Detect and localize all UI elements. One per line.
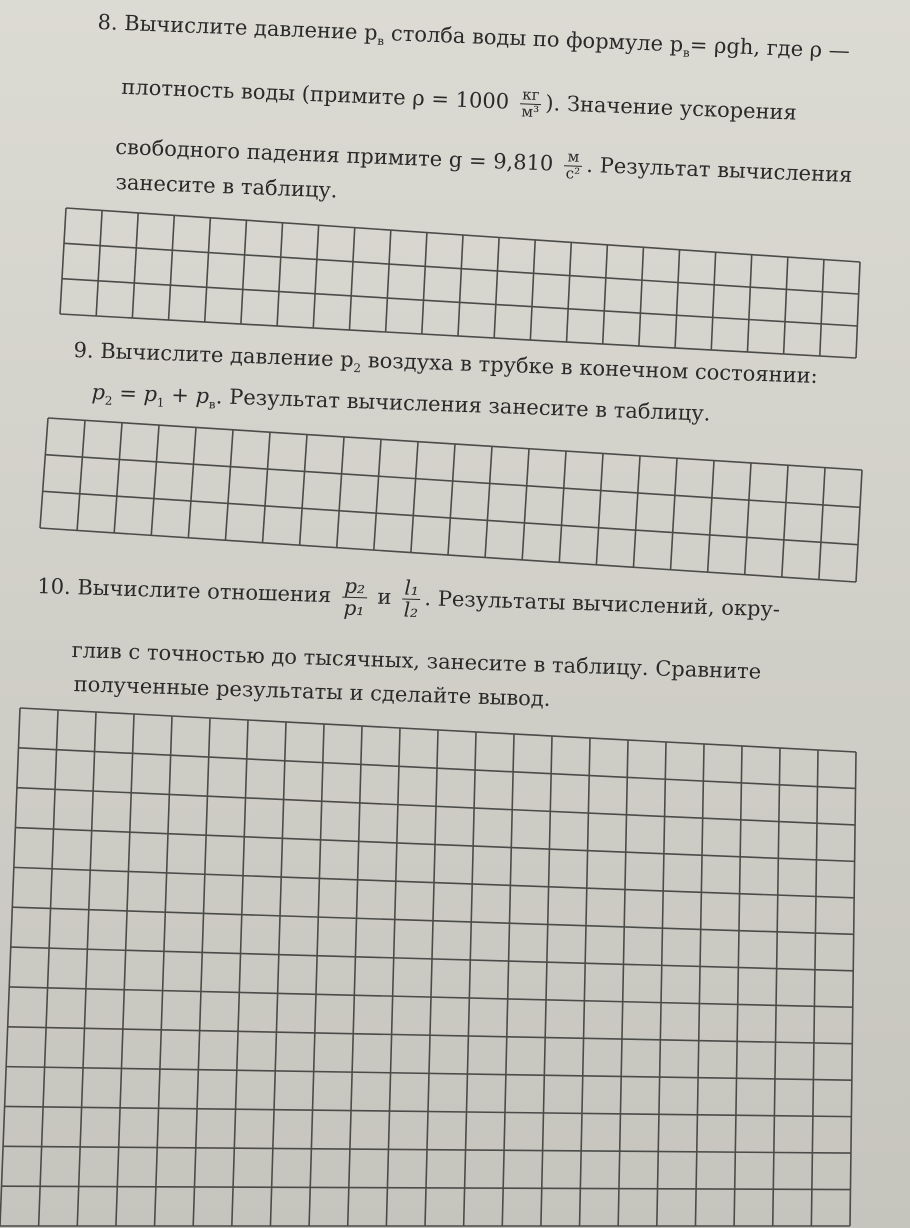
grid-10-vline (657, 742, 666, 1226)
grid-10-vline (232, 720, 248, 1226)
problem-10-line-2: глив с точностью до тысячных, занесите в таблицу. Сравните (71, 638, 762, 684)
grid-10-vline (464, 732, 476, 1226)
grid-10-vline (580, 738, 590, 1226)
problem-8-line-3: свободного падения примите g = 9,810 $\frac{м}{\text{с²}}$ . Результат вычисления (114, 134, 853, 188)
grid-10-vline (618, 740, 628, 1226)
problem-8-line-1: 8. Вычислите давление $p_в$ столба воды по формуле $p_в= \rho gh$, где ρ — (97, 10, 851, 63)
grid-10-vline (348, 726, 362, 1226)
length-ratio-fraction: $\frac{\text{l₁}}{\text{l₂}}$ (403, 575, 420, 622)
grid-10-vline (39, 710, 58, 1226)
pressure-ratio-fraction: $\frac{\text{p₂}}{\text{p₁}}$ (343, 573, 366, 621)
grid-10-vline (155, 716, 172, 1226)
problem-10-line-1: 10. Вычислите отношения $\frac{\text{p₂}}{\text{p₁}}$ и $\frac{\text{l₁}}{\text{l₂}}$ . Результаты вычислений, окру- (36, 573, 781, 622)
problem-9-line-2: $p_2 = p_1 + p_в$. Результат вычисления занесите в таблицу. (91, 380, 711, 426)
grid-10-vline (77, 712, 96, 1226)
grid-10-vline (270, 722, 286, 1226)
grid-10-vline (425, 730, 438, 1226)
problem-10-line-3: полученные результаты и сделайте вывод. (73, 672, 551, 711)
grid-10-vline (541, 736, 552, 1226)
problem-8-line-4: занесите в таблицу. (115, 170, 338, 203)
grid-10-vline (850, 752, 856, 1226)
accel-unit-fraction: $\frac{м}{\text{с²}}$ (563, 149, 583, 182)
grid-10-vline (309, 724, 324, 1226)
grid-10-vline (734, 746, 742, 1226)
grid-10-vline (695, 744, 704, 1226)
problem-9-line-1: 9. Вычислите давление $p_2$ воздуха в трубке в конечном состоянии: (73, 338, 819, 388)
grid-10-vline (773, 748, 780, 1226)
grid-10-vline (386, 728, 400, 1226)
grid-10-vline (0, 708, 20, 1226)
grid-10-vline (502, 734, 514, 1226)
problem-8-line-2: плотность воды (примите ρ = 1000 $\frac{кг}{\text{м³}}$ ). Значение ускорения (120, 74, 798, 125)
grid-10-vline (116, 714, 134, 1226)
density-unit-fraction: $\frac{кг}{\text{м³}}$ (519, 87, 542, 120)
grid-10-vline (811, 750, 818, 1226)
grid-10-vline (193, 718, 210, 1226)
